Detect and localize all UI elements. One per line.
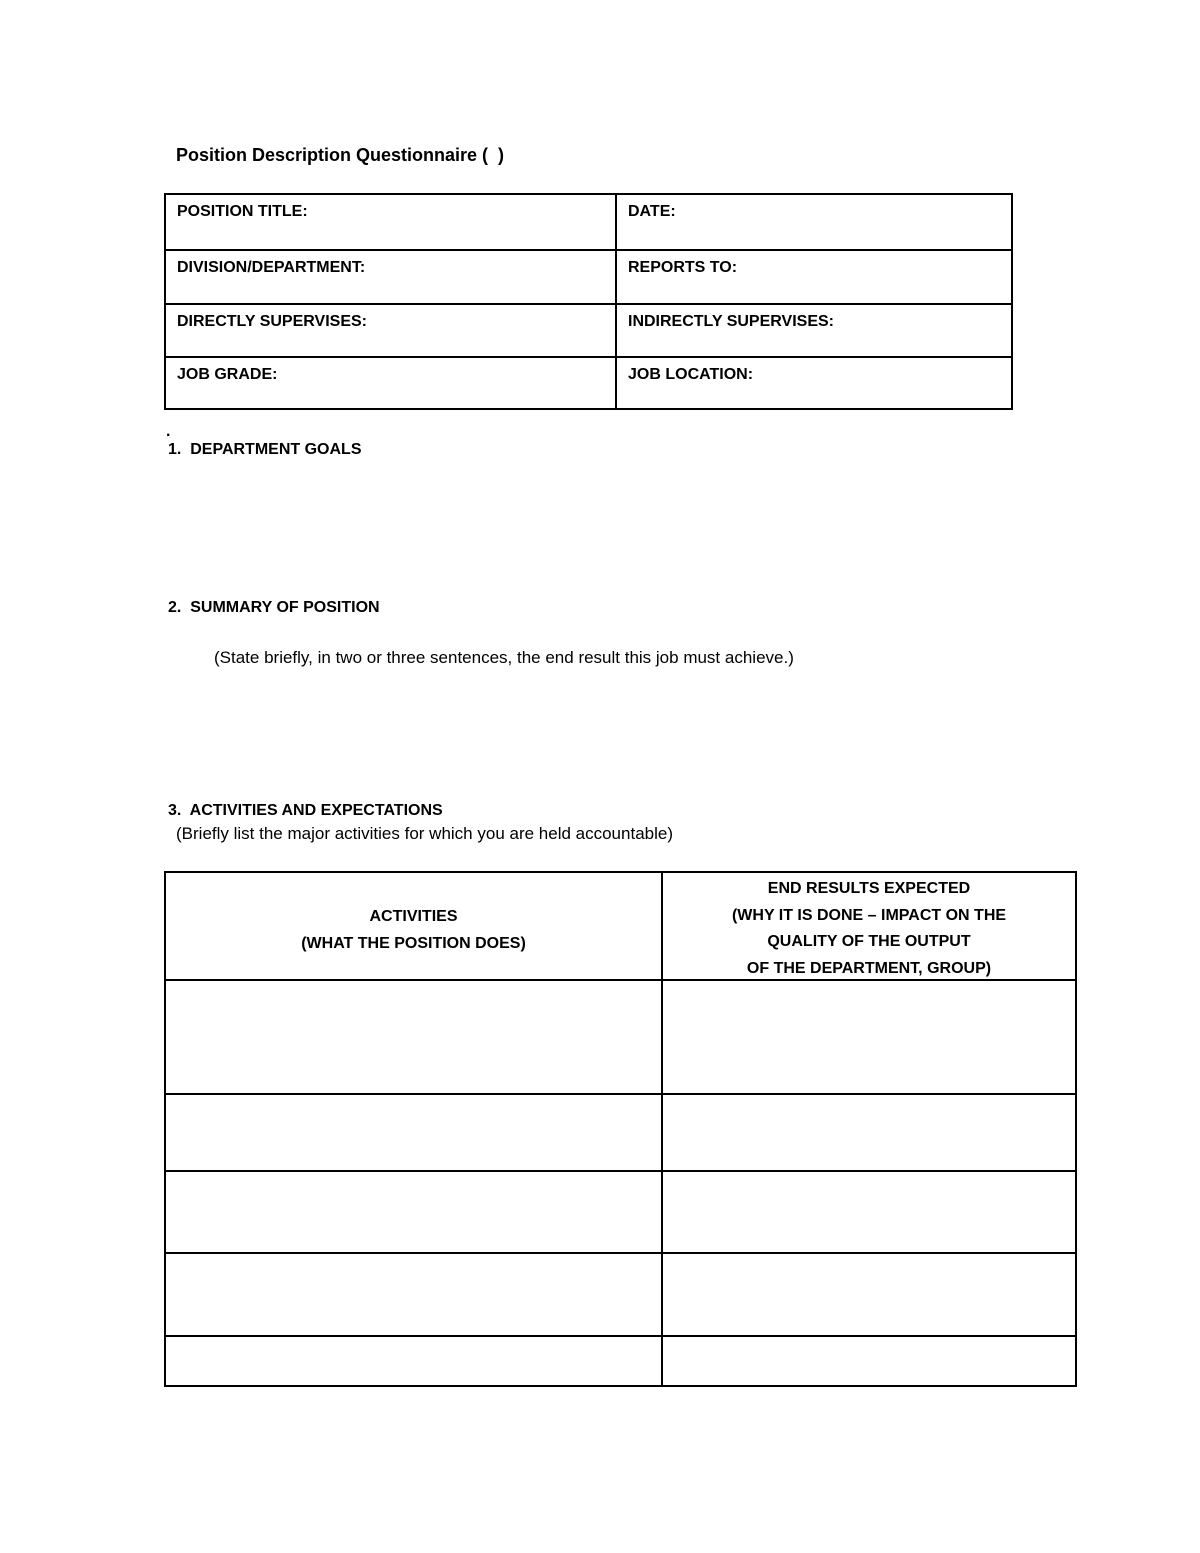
header-line: (WHY IT IS DONE – IMPACT ON THE xyxy=(731,906,1007,924)
result-cell[interactable] xyxy=(663,1095,1075,1170)
activities-instruction: (Briefly list the major activities for which you are held accountable) xyxy=(176,824,673,843)
result-cell[interactable] xyxy=(663,981,1075,1093)
activity-cell[interactable] xyxy=(166,1254,661,1335)
info-row xyxy=(166,195,1011,249)
column-divider xyxy=(615,358,617,408)
job-location-field[interactable]: JOB LOCATION: xyxy=(628,366,754,383)
summary-of-position-heading: 2. SUMMARY OF POSITION xyxy=(168,599,380,616)
division-department-field[interactable]: DIVISION/DEPARTMENT: xyxy=(177,259,366,276)
column-divider xyxy=(615,305,617,357)
position-info-table xyxy=(164,193,1013,410)
result-cell[interactable] xyxy=(663,1337,1075,1385)
activities-table xyxy=(164,871,1077,1387)
info-row xyxy=(166,249,1011,303)
activities-column-header xyxy=(166,903,661,957)
activities-heading: 3. ACTIVITIES AND EXPECTATIONS xyxy=(168,802,443,819)
activity-cell[interactable] xyxy=(166,1172,661,1252)
info-row xyxy=(166,303,1011,357)
activity-cell[interactable] xyxy=(166,981,661,1093)
info-row xyxy=(166,356,1011,408)
end-results-column-header xyxy=(663,876,1075,982)
job-grade-field[interactable]: JOB GRADE: xyxy=(177,366,278,383)
activity-cell[interactable] xyxy=(166,1337,661,1385)
department-goals-heading: 1. DEPARTMENT GOALS xyxy=(168,441,362,458)
column-divider xyxy=(615,195,617,249)
header-line: QUALITY OF THE OUTPUT xyxy=(767,933,971,950)
stray-marker: . xyxy=(166,423,171,440)
header-line: OF THE DEPARTMENT, GROUP) xyxy=(746,959,992,977)
summary-instruction: (State briefly, in two or three sentences, the end result this job must achieve.) xyxy=(214,648,794,667)
indirectly-supervises-field[interactable]: INDIRECTLY SUPERVISES: xyxy=(628,313,834,330)
document-title: Position Description Questionnaire ( ) xyxy=(176,145,505,165)
position-title-field[interactable]: POSITION TITLE: xyxy=(177,203,308,220)
header-line: ACTIVITIES xyxy=(369,908,458,925)
header-line: END RESULTS EXPECTED xyxy=(767,880,971,897)
reports-to-field[interactable]: REPORTS TO: xyxy=(628,259,738,276)
result-cell[interactable] xyxy=(663,1254,1075,1335)
header-line: (WHAT THE POSITION DOES) xyxy=(301,935,526,952)
date-field[interactable]: DATE: xyxy=(628,203,676,220)
activity-cell[interactable] xyxy=(166,1095,661,1170)
column-divider xyxy=(615,251,617,303)
result-cell[interactable] xyxy=(663,1172,1075,1252)
directly-supervises-field[interactable]: DIRECTLY SUPERVISES: xyxy=(177,313,367,330)
